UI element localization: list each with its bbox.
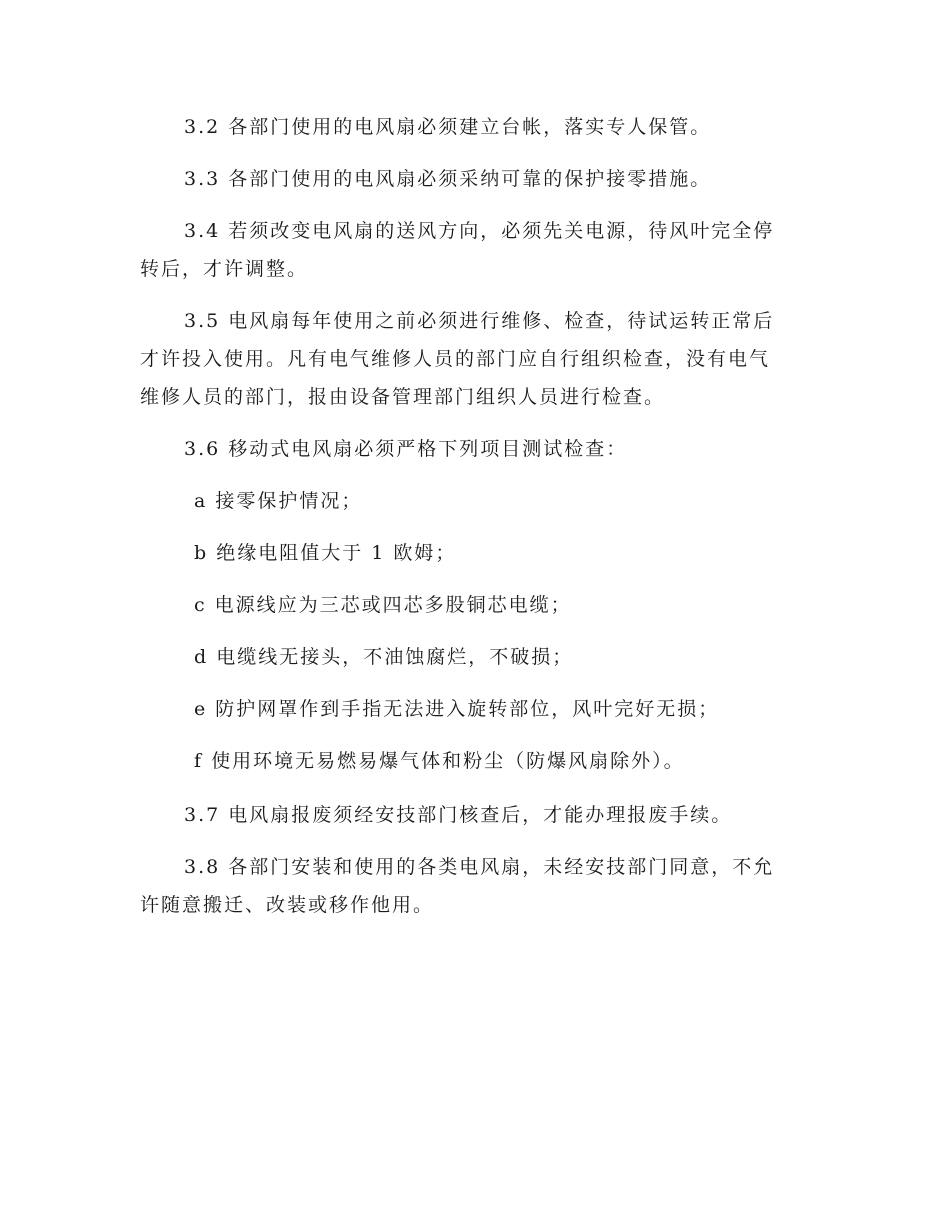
clause-3-3: [140, 160, 800, 198]
clause-3-4-line-2: 转后，才许调整。: [140, 258, 309, 280]
clause-3-7-text: 3.7 电风扇报废须经安技部门核查后，才能办理报废手续。: [184, 804, 733, 826]
clause-3-5-line-2: 才许投入使用。凡有电气维修人员的部门应自行组织检查，没有电气: [140, 348, 771, 370]
list-item-f: f 使用环境无易燃易爆气体和粉尘（防爆风扇除外）。: [194, 750, 685, 772]
list-item-b: b 绝缘电阻值大于 1 欧姆；: [194, 542, 457, 564]
clause-3-5-line-1: 3.5 电风扇每年使用之前必须进行维修、检查，待试运转正常后: [184, 310, 775, 332]
clause-3-8-line-2: 许随意搬迁、改装或移作他用。: [140, 894, 435, 916]
clause-3-7: [140, 796, 800, 834]
clause-3-4-line-1: 3.4 若须改变电风扇的送风方向，必须先关电源，待风叶完全停: [184, 220, 775, 242]
list-item-d: d 电缆线无接头，不油蚀腐烂，不破损；: [194, 646, 574, 668]
list-item-a: a 接零保护情况；: [194, 490, 363, 512]
clause-3-5-line-3: 维修人员的部门，报由设备管理部门组织人员进行检查。: [140, 386, 666, 408]
list-item-c: c 电源线应为三芯或四芯多股铜芯电缆；: [194, 594, 572, 616]
clause-3-6: [140, 430, 800, 468]
clause-3-4: [140, 212, 800, 288]
clause-3-3-text: 3.3 各部门使用的电风扇必须采纳可靠的保护接零措施。: [184, 168, 712, 190]
clause-3-6-text: 3.6 移动式电风扇必须严格下列项目测试检查：: [184, 438, 628, 460]
clause-3-8-line-1: 3.8 各部门安装和使用的各类电风扇，未经安技部门同意，不允: [184, 856, 775, 878]
clause-3-5: [140, 302, 800, 416]
list-item-e: e 防护网罩作到手指无法进入旋转部位，风叶完好无损；: [194, 698, 720, 720]
clause-3-8: [140, 848, 800, 924]
clause-3-2-text: 3.2 各部门使用的电风扇必须建立台帐，落实专人保管。: [184, 116, 712, 138]
clause-3-2: [140, 108, 800, 146]
